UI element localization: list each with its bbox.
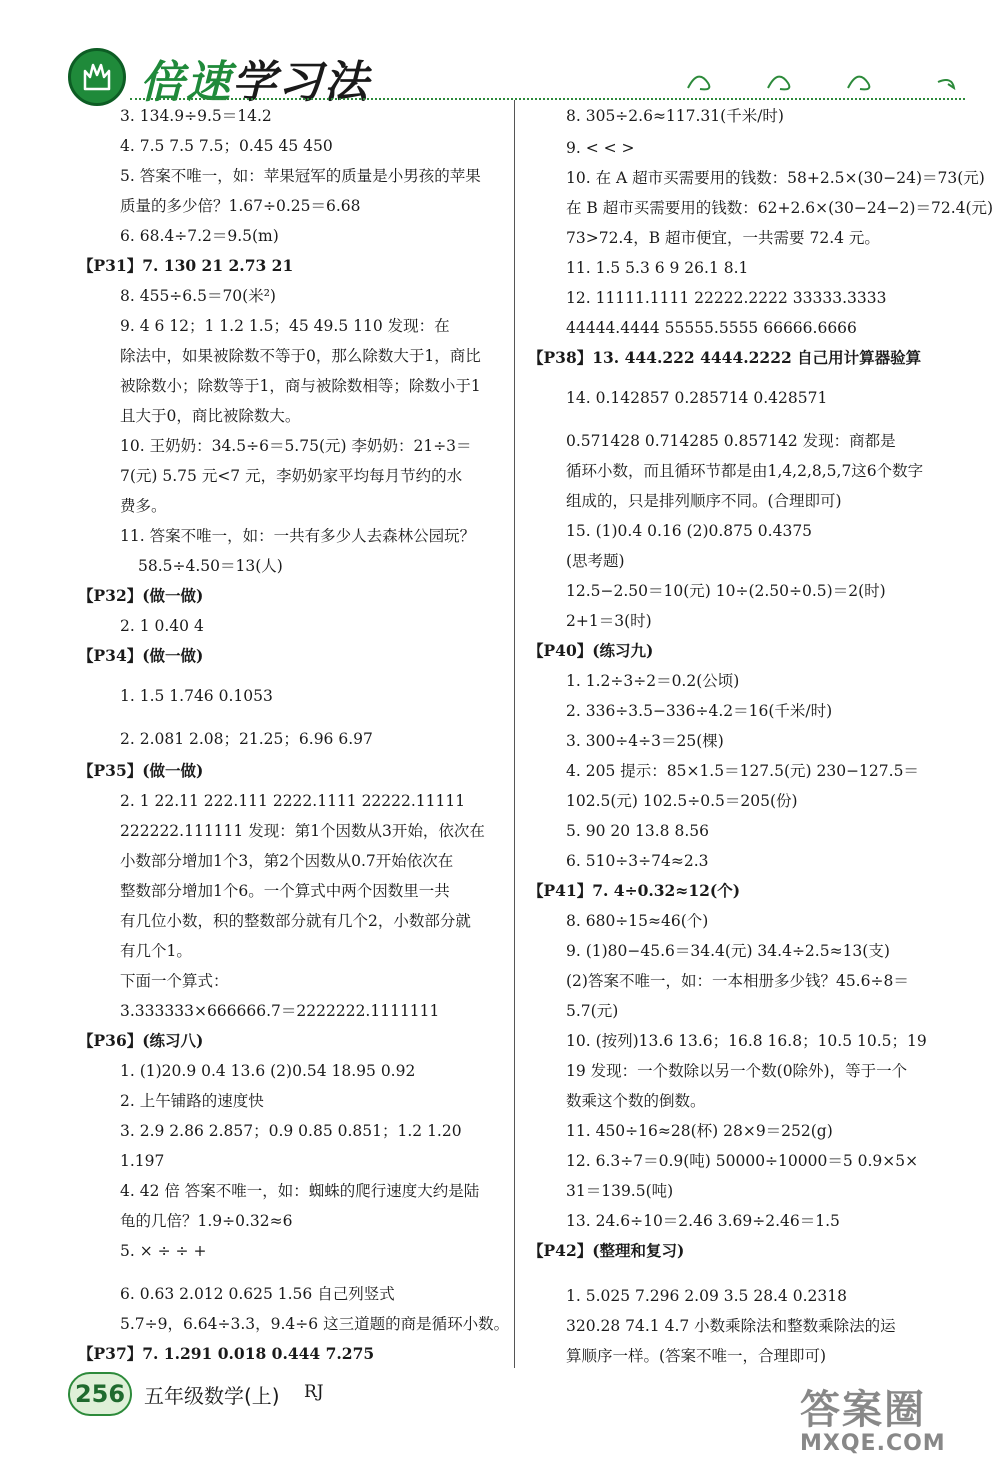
answer-line: 9. (1)80−45.6＝34.4(元) 34.4÷2.5≈13(支) xyxy=(566,942,890,960)
answer-line: 10. 王奶奶：34.5÷6＝5.75(元) 李奶奶：21÷3＝ xyxy=(120,437,472,455)
answer-line: 被除数小；除数等于1，商与被除数相等；除数小于1 xyxy=(120,377,481,395)
answer-line: (思考题) xyxy=(566,552,625,570)
answer-line: 11. 答案不唯一，如：一共有多少人去森林公园玩？ xyxy=(120,527,476,545)
answer-line: 8. 455÷6.5＝70(米²) xyxy=(120,287,276,305)
answer-line: 数乘这个数的倒数。 xyxy=(566,1092,706,1110)
answer-line: 4. 7.5 7.5 7.5；0.45 45 450 xyxy=(120,137,333,155)
answer-line: 7(元) 5.75 元<7 元，李奶奶家平均每月节约的水 xyxy=(120,467,463,485)
logo-icon xyxy=(68,48,126,106)
answer-line: 5.7÷9，6.64÷3.3，9.4÷6 这三道题的商是循环小数。 xyxy=(120,1315,510,1333)
answer-line: 12. 6.3÷7＝0.9(吨) 50000÷10000＝5 0.9×5× xyxy=(566,1152,919,1170)
answer-line: 在 B 超市买需要用的钱数：62+2.6×(30−24−2)＝72.4(元) xyxy=(566,199,994,217)
answer-line: 【P36】(练习八) xyxy=(78,1031,204,1050)
answer-line: 2+1＝3(时) xyxy=(566,612,652,630)
answer-line: 【P35】(做一做) xyxy=(78,761,204,780)
answer-line: 6. 0.63 2.012 0.625 1.56 自己列竖式 xyxy=(120,1285,395,1303)
page-footer xyxy=(68,1372,468,1422)
answer-line: 6. 510÷3÷74≈2.3 xyxy=(566,852,709,870)
answer-line: 2. 336÷3.5−336÷4.2＝16(千米/时) xyxy=(566,702,833,720)
answer-line: 13. 24.6÷10＝2.46 3.69÷2.46＝1.5 xyxy=(566,1212,840,1230)
answer-line: 3. 2.9 2.86 2.857；0.9 0.85 0.851；1.2 1.20 xyxy=(120,1122,462,1140)
answer-line: 1. 1.5 1.746 0.1053 xyxy=(120,687,273,705)
edition-label: RJ xyxy=(304,1382,324,1402)
answer-line: 12. 11111.1111 22222.2222 33333.3333 xyxy=(566,289,887,307)
answer-line: 3.333333×666666.7＝2222222.1111111 xyxy=(120,1002,440,1020)
answer-line: 2. 1 22.11 222.111 2222.1111 22222.11111 xyxy=(120,792,466,810)
answer-line: 算顺序一样。(答案不唯一，合理即可) xyxy=(566,1347,827,1365)
answer-line: 除法中，如果被除数不等于0，那么除数大于1，商比 xyxy=(120,347,481,365)
answer-line: 5. × ÷ ÷ + xyxy=(120,1242,207,1260)
answer-line: 4. 42 倍 答案不唯一，如：蜘蛛的爬行速度大约是陆 xyxy=(120,1182,480,1200)
answer-line: 循环小数，而且循环节都是由1,4,2,8,5,7这6个数字 xyxy=(566,462,924,480)
decorative-swirls-icon xyxy=(678,58,978,98)
answer-line: (2)答案不唯一，如：一本相册多少钱？45.6÷8＝ xyxy=(566,972,909,990)
answer-line: 0.571428 0.714285 0.857142 发现：商都是 xyxy=(566,432,896,450)
brand-sub: 学习法 xyxy=(232,57,370,108)
answer-line: 3. 300÷4÷3＝25(棵) xyxy=(566,732,724,750)
answer-line: 5.7(元) xyxy=(566,1002,619,1020)
answer-line: 3. 134.9÷9.5＝14.2 xyxy=(120,107,272,125)
answer-line: 【P37】7. 1.291 0.018 0.444 7.275 xyxy=(78,1344,375,1363)
answer-line: 10. (按列)13.6 13.6；16.8 16.8；10.5 10.5；19 xyxy=(566,1032,927,1050)
answer-line: 1. 5.025 7.296 2.09 3.5 28.4 0.2318 xyxy=(566,1287,848,1305)
answer-line: 102.5(元) 102.5÷0.5＝205(份) xyxy=(566,792,798,810)
answer-line: 11. 1.5 5.3 6 9 26.1 8.1 xyxy=(566,259,749,277)
answer-line: 9. 4 6 12；1 1.2 1.5；45 49.5 110 发现：在 xyxy=(120,317,450,335)
answer-line: 组成的，只是排列顺序不同。(合理即可) xyxy=(566,492,842,510)
answer-line: 8. 305÷2.6≈117.31(千米/时) xyxy=(566,107,784,125)
answer-line: 19 发现：一个数除以另一个数(0除外)，等于一个 xyxy=(566,1062,908,1080)
answer-line: 质量的多少倍？1.67÷0.25＝6.68 xyxy=(120,197,361,215)
page-number: 256 xyxy=(68,1372,132,1416)
answer-line: 1. 1.2÷3÷2＝0.2(公顷) xyxy=(566,672,740,690)
answer-line: 2. 上午铺路的速度快 xyxy=(120,1092,264,1110)
watermark-top: 答案圈 xyxy=(800,1387,926,1433)
answer-line: 1.197 xyxy=(120,1152,165,1170)
answer-line: 9. < < > xyxy=(566,139,635,157)
answer-line: 2. 1 0.40 4 xyxy=(120,617,204,635)
answer-line: 31＝139.5(吨) xyxy=(566,1182,674,1200)
answer-line: 【P32】(做一做) xyxy=(78,586,204,605)
brand-main: 倍速 xyxy=(140,57,232,108)
answer-line: 11. 450÷16≈28(杯) 28×9＝252(g) xyxy=(566,1122,833,1140)
answer-line: 【P38】13. 444.222 4444.2222 自己用计算器验算 xyxy=(528,348,922,367)
answer-line: 6. 68.4÷7.2＝9.5(m) xyxy=(120,227,279,245)
answer-line: 费多。 xyxy=(120,497,167,515)
answer-line: 10. 在 A 超市买需要用的钱数：58+2.5×(30−24)＝73(元) xyxy=(566,169,985,187)
answer-line: 【P31】7. 130 21 2.73 21 xyxy=(78,256,294,275)
answer-line: 有几个1。 xyxy=(120,942,192,960)
grade-label: 五年级数学(上) xyxy=(144,1384,280,1408)
answer-line: 73>72.4，B 超市便宜，一共需要 72.4 元。 xyxy=(566,229,880,247)
answer-line: 5. 90 20 13.8 8.56 xyxy=(566,822,709,840)
answer-line: 14. 0.142857 0.285714 0.428571 xyxy=(566,389,828,407)
watermark-bottom: MXQE.COM xyxy=(800,1431,946,1456)
page-header xyxy=(68,40,968,110)
answer-line: 58.5÷4.50＝13(人) xyxy=(138,557,283,575)
answer-line: 有几位小数，积的整数部分就有几个2，小数部分就 xyxy=(120,912,471,930)
answer-line: 小数部分增加1个3，第2个因数从0.7开始依次在 xyxy=(120,852,454,870)
column-divider xyxy=(514,100,515,1368)
answer-line: 15. (1)0.4 0.16 (2)0.875 0.4375 xyxy=(566,522,813,540)
answer-line: 320.28 74.1 4.7 小数乘除法和整数乘除法的运 xyxy=(566,1317,896,1335)
answer-line: 1. (1)20.9 0.4 13.6 (2)0.54 18.95 0.92 xyxy=(120,1062,416,1080)
answer-line: 且大于0，商比被除数大。 xyxy=(120,407,301,425)
answer-line: 整数部分增加1个6。一个算式中两个因数里一共 xyxy=(120,882,450,900)
answer-line: 12.5−2.50＝10(元) 10÷(2.50÷0.5)＝2(时) xyxy=(566,582,886,600)
answer-line: 龟的几倍？1.9÷0.32≈6 xyxy=(120,1212,293,1230)
answer-line: 【P34】(做一做) xyxy=(78,646,204,665)
answer-line: 【P42】(整理和复习) xyxy=(528,1241,685,1260)
answer-line: 8. 680÷15≈46(个) xyxy=(566,912,709,930)
brand-title xyxy=(140,46,370,110)
watermark xyxy=(800,1378,970,1458)
answer-line: 【P40】(练习九) xyxy=(528,641,654,660)
answer-line: 下面一个算式： xyxy=(120,972,229,990)
answer-line: 4. 205 提示：85×1.5＝127.5(元) 230−127.5＝ xyxy=(566,762,919,780)
answer-line: 【P41】7. 4÷0.32≈12(个) xyxy=(528,881,741,900)
answer-line: 2. 2.081 2.08；21.25；6.96 6.97 xyxy=(120,730,373,748)
answer-line: 44444.4444 55555.5555 66666.6666 xyxy=(566,319,857,337)
header-divider xyxy=(130,98,965,100)
answer-line: 5. 答案不唯一，如：苹果冠军的质量是小男孩的苹果 xyxy=(120,167,481,185)
answer-line: 222222.111111 发现：第1个因数从3开始，依次在 xyxy=(120,822,485,840)
